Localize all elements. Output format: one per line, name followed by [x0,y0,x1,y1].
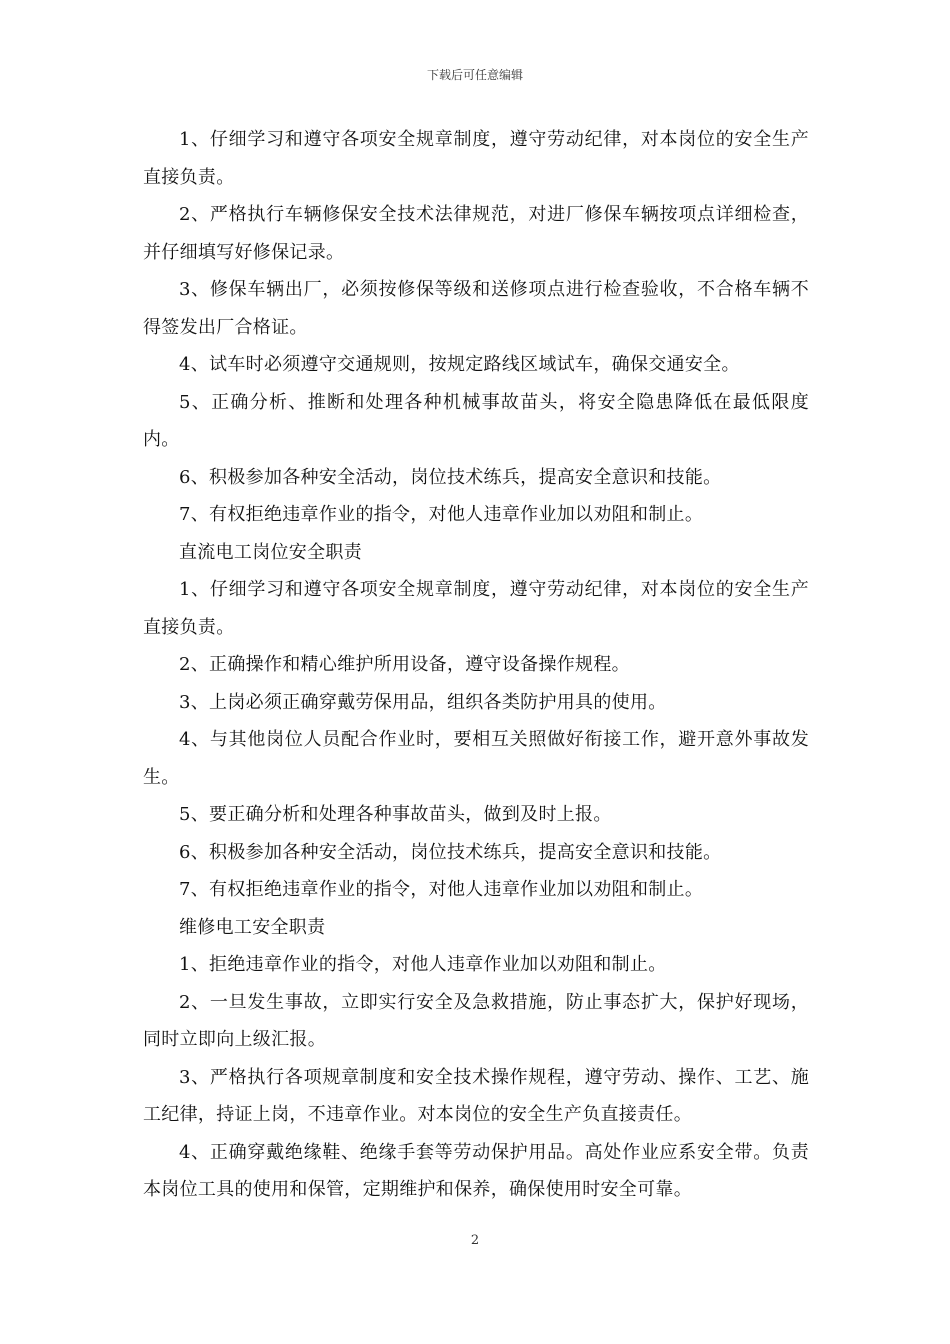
paragraph: 7、有权拒绝违章作业的指令，对他人违章作业加以劝阻和制止。 [179,504,704,525]
page-header: 下载后可任意编辑 [426,68,523,82]
paragraph: 4、正确穿戴绝缘鞋、绝缘手套等劳动保护用品。高处作业应系安全带。负责本岗位工具的使用和保管，定期维护和保养，确保使用时安全可靠。 [143,1141,809,1200]
paragraph: 4、与其他岗位人员配合作业时，要相互关照做好衔接工作，避开意外事故发生。 [143,729,809,788]
section-heading: 维修电工安全职责 [179,916,326,938]
document-body [143,121,809,1209]
paragraph: 6、积极参加各种安全活动，岗位技术练兵，提高安全意识和技能。 [179,841,722,863]
section-heading: 直流电工岗位安全职责 [179,541,362,563]
paragraph: 1、拒绝违章作业的指令，对他人违章作业加以劝阻和制止。 [179,954,667,975]
paragraph: 2、正确操作和精心维护所用设备，遵守设备操作规程。 [179,654,630,675]
paragraph: 3、修保车辆出厂，必须按修保等级和送修项点进行检查验收，不合格车辆不得签发出厂合格证。 [143,279,809,338]
paragraph: 1、仔细学习和遵守各项安全规章制度，遵守劳动纪律，对本岗位的安全生产直接负责。 [143,579,809,638]
paragraph: 7、有权拒绝违章作业的指令，对他人违章作业加以劝阻和制止。 [179,879,704,900]
paragraph: 5、正确分析、推断和处理各种机械事故苗头，将安全隐患降低在最低限度内。 [143,391,809,450]
paragraph: 1、仔细学习和遵守各项安全规章制度，遵守劳动纪律，对本岗位的安全生产直接负责。 [143,129,809,188]
paragraph: 3、上岗必须正确穿戴劳保用品，组织各类防护用具的使用。 [179,691,667,713]
page-number: 2 [470,1233,480,1248]
paragraph: 6、积极参加各种安全活动，岗位技术练兵，提高安全意识和技能。 [179,466,722,488]
paragraph: 3、严格执行各项规章制度和安全技术操作规程，遵守劳动、操作、工艺、施工纪律，持证上岗，不违章作业。对本岗位的安全生产负直接责任。 [143,1066,809,1125]
paragraph: 5、要正确分析和处理各种事故苗头，做到及时上报。 [179,804,612,825]
paragraph: 2、严格执行车辆修保安全技术法律规范，对进厂修保车辆按项点详细检查，并仔细填写好修保记录。 [143,204,809,263]
paragraph: 2、一旦发生事故，立即实行安全及急救措施，防止事态扩大，保护好现场，同时立即向上级汇报。 [143,991,809,1050]
paragraph: 4、试车时必须遵守交通规则，按规定路线区域试车，确保交通安全。 [179,354,740,375]
